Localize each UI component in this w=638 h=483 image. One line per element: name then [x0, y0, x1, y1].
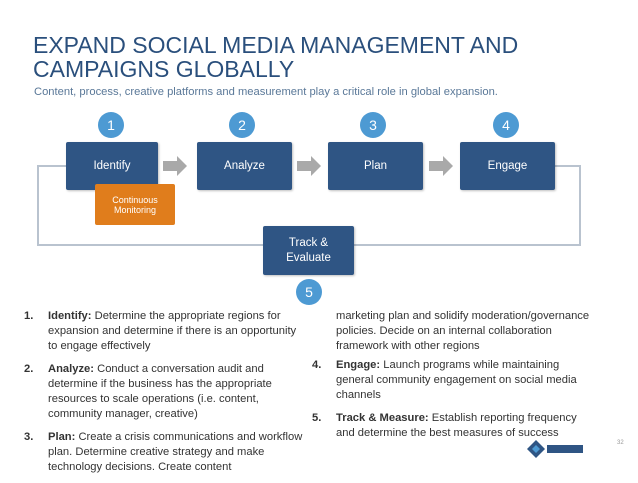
list-item: [310, 358, 592, 403]
list-item-title: Plan:: [48, 431, 76, 443]
list-item-number: 5.: [312, 412, 322, 424]
list-item-text: Create a crisis communications and workflow plan. Determine creative strategy and make technology decisions. Create content: [48, 431, 303, 473]
step-identify-box: [66, 142, 158, 190]
list-item-title: Engage:: [336, 359, 381, 371]
step-track-label-line2: Evaluate: [286, 251, 331, 264]
step-identify-label: Identify: [93, 160, 131, 172]
step-track-label-line1: Track &: [288, 236, 329, 249]
list-item: [22, 430, 307, 475]
step-5-number: 5: [296, 279, 322, 305]
list-item-number: 1.: [24, 310, 34, 322]
step-track-box: [263, 226, 354, 275]
list-item-text: Launch programs while maintaining general community engagement on social media channels: [336, 359, 577, 401]
steps-list-left: [22, 309, 307, 483]
arrow-right-icon: [163, 156, 189, 176]
step-2-number: 2: [229, 112, 255, 138]
arrow-right-icon: [429, 156, 455, 176]
title-line-1: EXPAND SOCIAL MEDIA MANAGEMENT AND: [33, 32, 519, 58]
list-item-title: Analyze:: [48, 363, 95, 375]
step-engage-label: Engage: [487, 160, 528, 172]
title-line-2: CAMPAIGNS GLOBALLY: [33, 56, 295, 82]
step-analyze-box: [197, 142, 292, 190]
list-item-number: 3.: [24, 431, 34, 443]
continuous-line-2: Monitoring: [113, 204, 157, 215]
arrow-right-icon: [297, 156, 323, 176]
list-item-number: 4.: [312, 359, 322, 371]
step-plan-label: Plan: [363, 160, 388, 172]
list-item-continuation: [310, 309, 592, 354]
list-item-text: Determine the appropriate regions for expansion and determine if there is an opportunity to engage effectively: [48, 310, 297, 352]
list-item: [310, 411, 592, 441]
step-engage-box: [460, 142, 555, 190]
step-4-number: 4: [493, 112, 519, 138]
list-item-text: marketing plan and solidify moderation/governance policies. Decide on an internal collaboration framework with other regions: [336, 310, 590, 352]
list-item: [22, 309, 307, 354]
step-plan-box: [328, 142, 423, 190]
step-1-number: 1: [98, 112, 124, 138]
list-item-title: Identify:: [48, 310, 92, 322]
list-item-title: Track & Measure:: [336, 412, 429, 424]
list-item-text: Establish reporting frequency and determine the best measures of success: [336, 412, 577, 439]
continuous-line-1: Continuous: [112, 194, 158, 205]
page-number: 32: [617, 440, 624, 446]
subtitle: Content, process, creative platforms and measurement play a critical role in global expansion.: [34, 86, 498, 98]
continuous-monitoring-box: [95, 184, 175, 225]
step-analyze-label: Analyze: [224, 160, 265, 172]
list-item: [22, 362, 307, 422]
steps-list-right: [310, 309, 592, 449]
step-3-number: 3: [360, 112, 386, 138]
company-logo-icon: [527, 438, 587, 460]
list-item-text: Conduct a conversation audit and determine if the business has the appropriate resources to scale operations (i.e. content, community manager, creative): [48, 363, 272, 420]
list-item-number: 2.: [24, 363, 34, 375]
